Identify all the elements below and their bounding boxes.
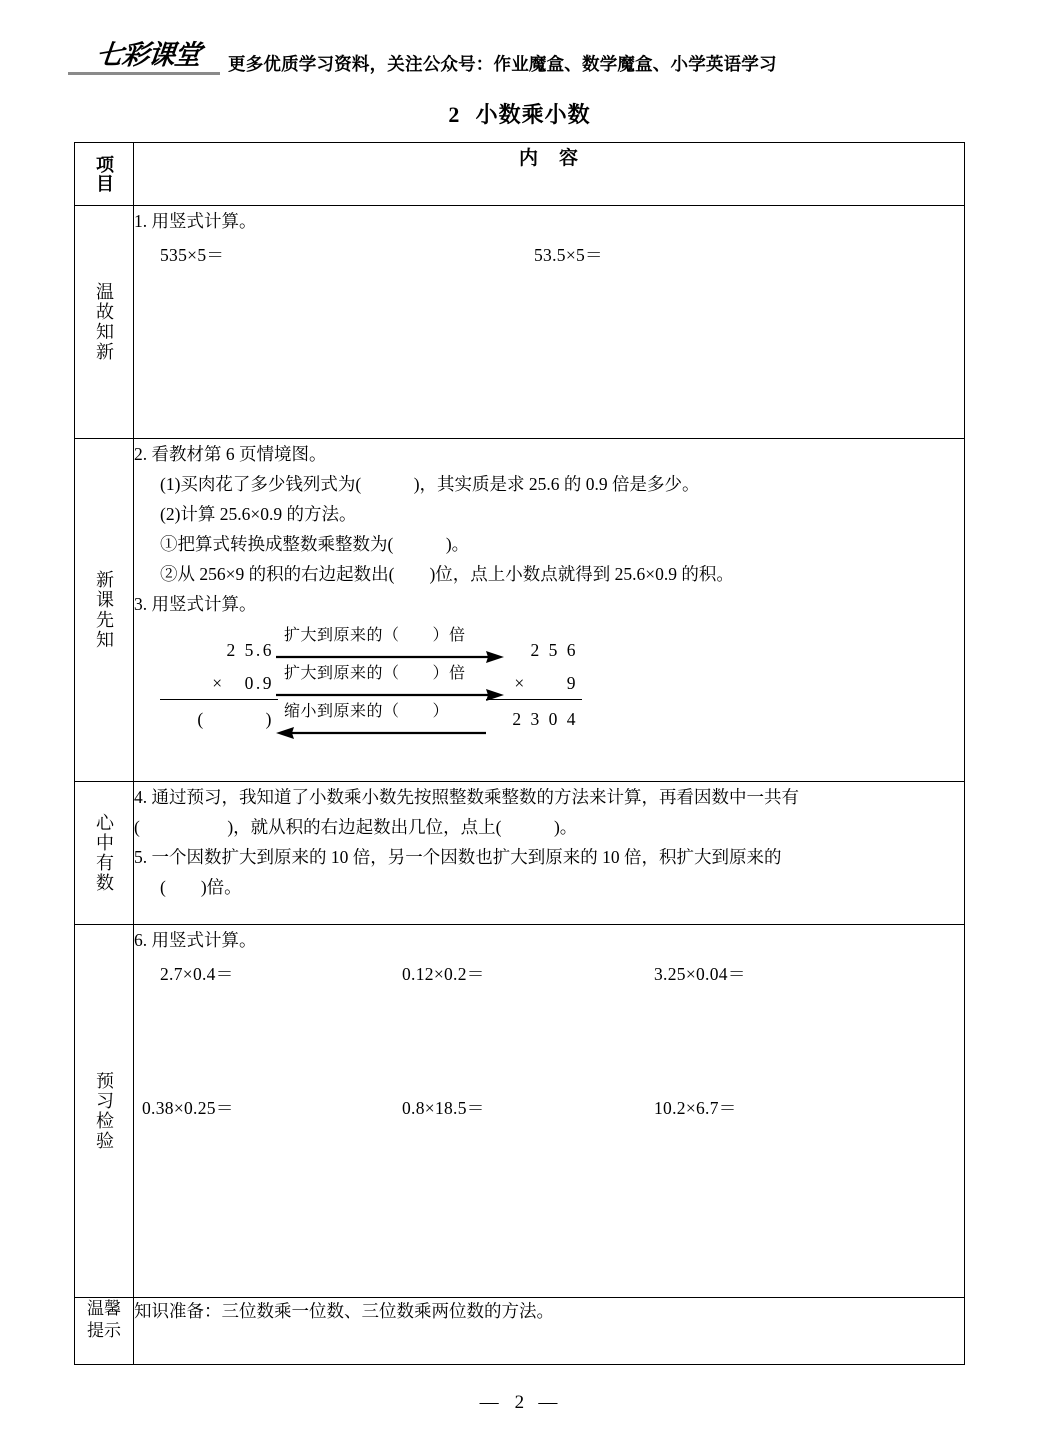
page-title-number: 2 [448, 102, 460, 127]
row-label-wengu-zhixin [75, 206, 134, 439]
calc-right-line-2: × 9 [486, 667, 582, 700]
table-row [75, 439, 965, 782]
table-row [75, 925, 965, 1298]
header-cell-content: 内 容 [134, 143, 965, 206]
tip-label-line-1: 温馨 [87, 1299, 121, 1318]
brand-underline [68, 72, 220, 75]
question-2-prompt: 2. 看教材第 6 页情境图。 [134, 444, 327, 464]
header-label-project: 项目 [94, 155, 115, 193]
row-label-wenxin-tishi [75, 1298, 134, 1365]
question-4-line-2: ( )，就从积的右边起数出几位，点上( )。 [134, 817, 578, 838]
footer-dash-right: — [538, 1392, 560, 1413]
row-label-xinzhong-youshu [75, 782, 134, 925]
row-label-text: 温故知新 [94, 282, 115, 362]
table-row [75, 1298, 965, 1365]
calc-arrow-1 [276, 626, 506, 664]
table-row [75, 782, 965, 925]
calc-arrow-1-label: 扩大到原来的（ ）倍 [284, 626, 466, 644]
table-header-row [75, 143, 965, 206]
header-cell-project [75, 143, 134, 206]
row-label-xinke-xianzhi [75, 439, 134, 782]
question-4-line-1: 4. 通过预习，我知道了小数乘小数先按照整数乘整数的方法来计算，再看因数中一共有 [134, 787, 799, 807]
problem-10_2x6_7: 10.2×6.7＝ [654, 1098, 737, 1119]
calc-arrow-2 [276, 664, 506, 702]
footer-dash-left: — [479, 1392, 501, 1413]
question-2-2-b: ②从 256×9 的积的右边起数出( )位，点上小数点就得到 25.6×0.9 的积。 [160, 564, 734, 585]
vertical-calculation-diagram [148, 626, 964, 742]
calc-left-line-2: × 0.9 [160, 667, 278, 700]
question-5-line-2: ( )倍。 [160, 877, 242, 898]
row-label-yuxi-jianyan [75, 925, 134, 1298]
problem-3_25x0_04: 3.25×0.04＝ [654, 964, 746, 985]
question-6-prompt: 6. 用竖式计算。 [134, 930, 257, 950]
question-2-2-a: ①把算式转换成整数乘整数为( )。 [160, 534, 470, 555]
answer-space-1 [134, 989, 964, 1093]
question-1-prompt: 1. 用竖式计算。 [134, 211, 257, 231]
table-row [75, 206, 965, 439]
row-content-yuxi-jianyan [134, 925, 965, 1298]
row-content-wengu-zhixin [134, 206, 965, 439]
calc-left-line-1: 2 5.6 [226, 639, 274, 660]
row-content-xinke-xianzhi [134, 439, 965, 782]
question-5-line-1: 5. 一个因数扩大到原来的 10 倍，另一个因数也扩大到原来的 10 倍，积扩大到原来的 [134, 847, 782, 868]
problem-0_12x0_2: 0.12×0.2＝ [402, 964, 485, 985]
footer-page-number: 2 [514, 1392, 525, 1413]
brand-logo [68, 42, 228, 75]
row-label-text: 心中有数 [94, 813, 115, 893]
calc-arrow-2-label: 扩大到原来的（ ）倍 [284, 664, 466, 682]
arrow-right-icon [276, 650, 504, 664]
calc-arrow-group [276, 626, 506, 740]
calc-right-column [486, 634, 582, 735]
problem-0_8x18_5: 0.8×18.5＝ [402, 1098, 485, 1119]
worksheet-table [74, 142, 965, 1365]
row-label-text: 预习检验 [94, 1071, 115, 1151]
arrow-right-icon [276, 688, 504, 702]
calc-left-answer-blank: ( ) [197, 708, 274, 729]
problem-53_5x5: 53.5×5＝ [534, 245, 603, 266]
page-title [0, 98, 1039, 129]
arrow-left-icon [276, 726, 486, 740]
question-3-prompt: 3. 用竖式计算。 [134, 594, 257, 615]
calc-right-product: 2 3 0 4 [512, 708, 578, 729]
calc-right-line-1: 2 5 6 [530, 639, 578, 660]
calc-arrow-3 [276, 702, 506, 740]
problem-2_7x0_4: 2.7×0.4＝ [160, 964, 234, 985]
calc-left-column [160, 634, 278, 735]
row-content-xinzhong-youshu [134, 782, 965, 925]
brand-logo-text: 七彩课堂 [94, 40, 202, 71]
question-2-1: (1)买肉花了多少钱列式为( )，其实质是求 25.6 的 0.9 倍是多少。 [160, 474, 700, 495]
row-label-text: 新课先知 [94, 570, 115, 650]
problem-0_38x0_25: 0.38×0.25＝ [142, 1098, 234, 1119]
row-content-wenxin-tishi: 知识准备：三位数乘一位数、三位数乘两位数的方法。 [134, 1298, 965, 1365]
calc-arrow-3-label: 缩小到原来的（ ） [284, 702, 450, 720]
masthead-promo-text: 更多优质学习资料，关注公众号：作业魔盒、数学魔盒、小学英语学习 [228, 55, 777, 75]
page-title-text: 小数乘小数 [475, 103, 591, 128]
tip-label-line-2: 提示 [87, 1320, 121, 1340]
problem-535x5: 535×5＝ [160, 245, 225, 266]
page-footer [0, 1392, 1039, 1414]
question-2-2: (2)计算 25.6×0.9 的方法。 [160, 504, 357, 525]
